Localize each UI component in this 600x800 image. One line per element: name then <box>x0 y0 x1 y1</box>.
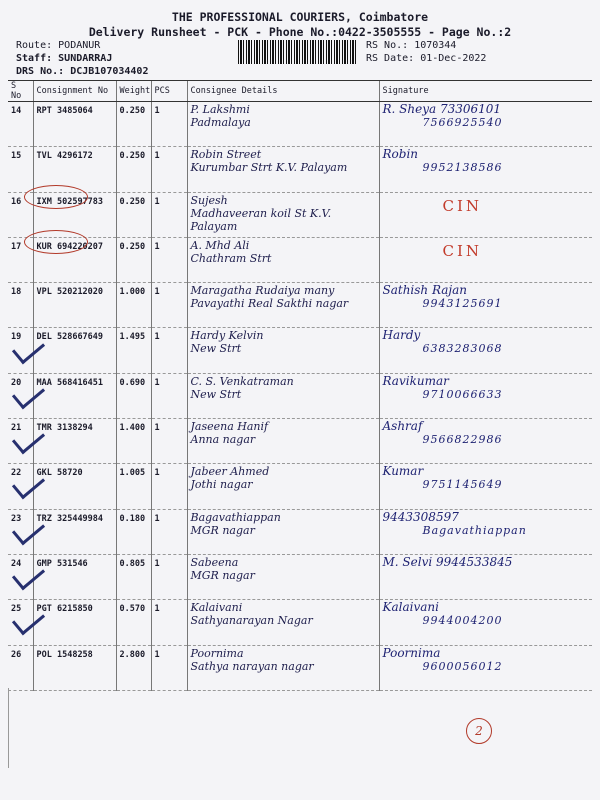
row-pcs: 1 <box>151 328 187 373</box>
signature-phone: 9944004200 <box>422 614 503 628</box>
circle-mark <box>24 230 88 254</box>
rsdate-label: RS Date: <box>366 53 415 64</box>
signature-phone: 6383283068 <box>422 342 503 356</box>
barcode <box>238 40 356 64</box>
signature-text: Kumar <box>382 464 424 479</box>
signature-phone: 9710066633 <box>422 387 503 401</box>
circle-mark <box>24 185 88 209</box>
consignee-name: Maragatha Rudaiya many <box>190 284 335 298</box>
consignee-address: MGR nagar <box>190 568 255 582</box>
row-weight: 0.250 <box>116 237 151 282</box>
consignee-address: MGR nagar <box>190 523 255 537</box>
consignee-address: Sathyanarayan Nagar <box>190 614 313 628</box>
row-signature <box>379 147 592 192</box>
consignee-name: Sujesh <box>190 193 228 207</box>
signature-phone: 7566925540 <box>422 116 503 129</box>
row-weight: 2.800 <box>116 645 151 690</box>
row-consignee <box>187 554 379 599</box>
signature-text: Poornima <box>382 645 441 660</box>
signature-text: Ravikumar <box>382 373 449 388</box>
row-pcs: 1 <box>151 237 187 282</box>
row-consignment-no: TRZ 325449984 <box>33 509 116 554</box>
row-weight: 0.180 <box>116 509 151 554</box>
signature-text: R. Sheya 73306101 <box>382 102 502 116</box>
row-signature <box>379 554 592 599</box>
consignee-address: Pavayathi Real Sakthi nagar <box>190 297 349 311</box>
col-consignee: Consignee Details <box>187 81 379 102</box>
table-row <box>8 554 592 599</box>
rsdate-value: 01-Dec-2022 <box>420 53 487 64</box>
signature-phone: Bagavathiappan <box>422 523 527 537</box>
row-pcs: 1 <box>151 373 187 418</box>
signature-text: CIN <box>442 196 483 215</box>
row-weight: 1.000 <box>116 283 151 328</box>
row-consignee <box>187 464 379 509</box>
row-signature <box>379 600 592 645</box>
col-sno: S No <box>8 81 33 102</box>
row-consignee <box>187 509 379 554</box>
row-consignment-no: KUR 694220207 <box>33 237 116 282</box>
table-row <box>8 373 592 418</box>
signature-text: Robin <box>382 147 419 162</box>
table-header <box>8 81 592 102</box>
row-pcs: 1 <box>151 464 187 509</box>
margin-line <box>8 688 9 768</box>
table-row <box>8 645 592 690</box>
row-consignee <box>187 645 379 690</box>
consignee-name: Hardy Kelvin <box>190 329 264 343</box>
signature-phone: 9600056012 <box>422 659 503 673</box>
row-consignment-no: POL 1548258 <box>33 645 116 690</box>
consignee-address: New Strt <box>190 342 242 356</box>
signature-text: Ashraf <box>382 419 423 434</box>
row-pcs: 1 <box>151 147 187 192</box>
row-consignee <box>187 102 379 147</box>
row-pcs: 1 <box>151 509 187 554</box>
row-signature <box>379 328 592 373</box>
signature-phone: 9566822986 <box>422 433 503 447</box>
row-signature <box>379 283 592 328</box>
row-weight: 0.570 <box>116 600 151 645</box>
rsdate-line <box>366 53 486 64</box>
signature-text: Hardy <box>382 328 421 343</box>
col-pcs: PCS <box>151 81 187 102</box>
row-consignee <box>187 600 379 645</box>
consignee-name: A. Mhd Ali <box>190 238 250 252</box>
rsno-label: RS No.: <box>366 40 409 51</box>
consignee-address: Kurumbar Strt K.V. Palayam <box>190 161 348 175</box>
row-weight: 0.805 <box>116 554 151 599</box>
row-sno: 17 <box>8 237 33 282</box>
consignee-name: Jabeer Ahmed <box>190 465 270 479</box>
table-row <box>8 419 592 464</box>
table-row <box>8 283 592 328</box>
table-row <box>8 237 592 282</box>
row-signature <box>379 464 592 509</box>
drs-label: DRS No.: <box>16 66 65 77</box>
consignee-address: Madhaveeran koil St K.V. Palayam <box>190 206 332 233</box>
table-row <box>8 192 592 237</box>
consignee-address: New Strt <box>190 387 242 401</box>
signature-text: Sathish Rajan <box>382 283 468 298</box>
route-value: PODANUR <box>58 40 101 51</box>
row-pcs: 1 <box>151 600 187 645</box>
signature-text: Kalaivani <box>382 600 439 615</box>
consignee-name: Sabeena <box>190 555 239 569</box>
row-sno: 26 <box>8 645 33 690</box>
table-row <box>8 102 592 147</box>
row-consignee <box>187 192 379 237</box>
row-weight: 1.005 <box>116 464 151 509</box>
row-signature <box>379 645 592 690</box>
row-pcs: 1 <box>151 283 187 328</box>
signature-text: CIN <box>442 241 483 260</box>
row-weight: 0.690 <box>116 373 151 418</box>
row-sno: 20 <box>8 373 33 418</box>
consignee-name: Bagavathiappan <box>190 510 281 524</box>
row-sno: 14 <box>8 102 33 147</box>
row-consignee <box>187 328 379 373</box>
company-title: THE PROFESSIONAL COURIERS, Coimbatore <box>171 10 429 24</box>
row-pcs: 1 <box>151 192 187 237</box>
row-consignment-no: VPL 520212020 <box>33 283 116 328</box>
consignee-name: Poornima <box>190 646 244 660</box>
rsno-value: 1070344 <box>414 40 457 51</box>
row-pcs: 1 <box>151 102 187 147</box>
row-weight: 0.250 <box>116 192 151 237</box>
signature-text: 9443308597 <box>382 509 459 524</box>
runsheet-table <box>8 80 592 691</box>
row-sno: 21 <box>8 419 33 464</box>
row-consignment-no: MAA 568416451 <box>33 373 116 418</box>
row-signature <box>379 373 592 418</box>
row-consignee <box>187 373 379 418</box>
row-sno: 22 <box>8 464 33 509</box>
consignee-name: Jaseena Hanif <box>190 420 269 434</box>
row-sno: 24 <box>8 554 33 599</box>
row-pcs: 1 <box>151 419 187 464</box>
row-consignee <box>187 283 379 328</box>
table-row <box>8 509 592 554</box>
col-signature: Signature <box>379 81 592 102</box>
drs-line <box>16 66 148 77</box>
row-consignee <box>187 419 379 464</box>
row-pcs: 1 <box>151 554 187 599</box>
row-pcs: 1 <box>151 645 187 690</box>
signature-phone: 9952138586 <box>422 161 503 175</box>
staff-value: SUNDARRAJ <box>58 53 113 64</box>
col-weight: Weight <box>116 81 151 102</box>
row-weight: 0.250 <box>116 147 151 192</box>
consignee-address: Jothi nagar <box>190 478 253 492</box>
staff-label: Staff: <box>16 53 53 64</box>
row-consignment-no: IXM 502597783 <box>33 192 116 237</box>
row-consignment-no: PGT 6215850 <box>33 600 116 645</box>
row-signature <box>379 419 592 464</box>
row-sno: 25 <box>8 600 33 645</box>
row-sno: 15 <box>8 147 33 192</box>
signature-phone: 9751145649 <box>422 478 503 492</box>
route-line <box>16 40 100 51</box>
row-consignment-no: GMP 531546 <box>33 554 116 599</box>
row-consignee <box>187 147 379 192</box>
row-signature <box>379 192 592 237</box>
row-sno: 16 <box>8 192 33 237</box>
row-signature <box>379 102 592 147</box>
row-consignment-no: GKL 58720 <box>33 464 116 509</box>
consignee-name: Robin Street <box>190 148 262 162</box>
route-label: Route: <box>16 40 53 51</box>
row-sno: 23 <box>8 509 33 554</box>
row-signature <box>379 237 592 282</box>
consignee-name: P. Lakshmi <box>190 103 250 116</box>
row-consignment-no: RPT 3485064 <box>33 102 116 147</box>
rsno-line <box>366 40 456 51</box>
row-consignment-no: DEL 528667649 <box>33 328 116 373</box>
row-consignee <box>187 237 379 282</box>
consignee-name: Kalaivani <box>190 601 243 615</box>
row-weight: 1.400 <box>116 419 151 464</box>
runsheet-subtitle: Delivery Runsheet - PCK - Phone No.:0422-3505555 - Page No.:2 <box>88 25 512 39</box>
drs-value: DCJB107034402 <box>70 66 149 77</box>
staff-line <box>16 53 112 64</box>
col-consignment: Consignment No <box>33 81 116 102</box>
signature-phone: 9943125691 <box>422 297 503 311</box>
consignee-address: Padmalaya <box>190 116 251 129</box>
row-consignment-no: TMR 3138294 <box>33 419 116 464</box>
consignee-address: Sathya narayan nagar <box>190 659 314 673</box>
signature-text: M. Selvi 9944533845 <box>382 554 513 569</box>
row-sno: 19 <box>8 328 33 373</box>
row-consignment-no: TVL 4296172 <box>33 147 116 192</box>
consignee-address: Chathram Strt <box>190 251 272 265</box>
page-number-mark: 2 <box>466 718 492 744</box>
row-sno: 18 <box>8 283 33 328</box>
consignee-address: Anna nagar <box>190 433 256 447</box>
table-row <box>8 328 592 373</box>
consignee-name: C. S. Venkatraman <box>190 374 294 388</box>
table-row <box>8 464 592 509</box>
table-row <box>8 600 592 645</box>
row-weight: 1.495 <box>116 328 151 373</box>
table-row <box>8 147 592 192</box>
row-weight: 0.250 <box>116 102 151 147</box>
row-signature <box>379 509 592 554</box>
